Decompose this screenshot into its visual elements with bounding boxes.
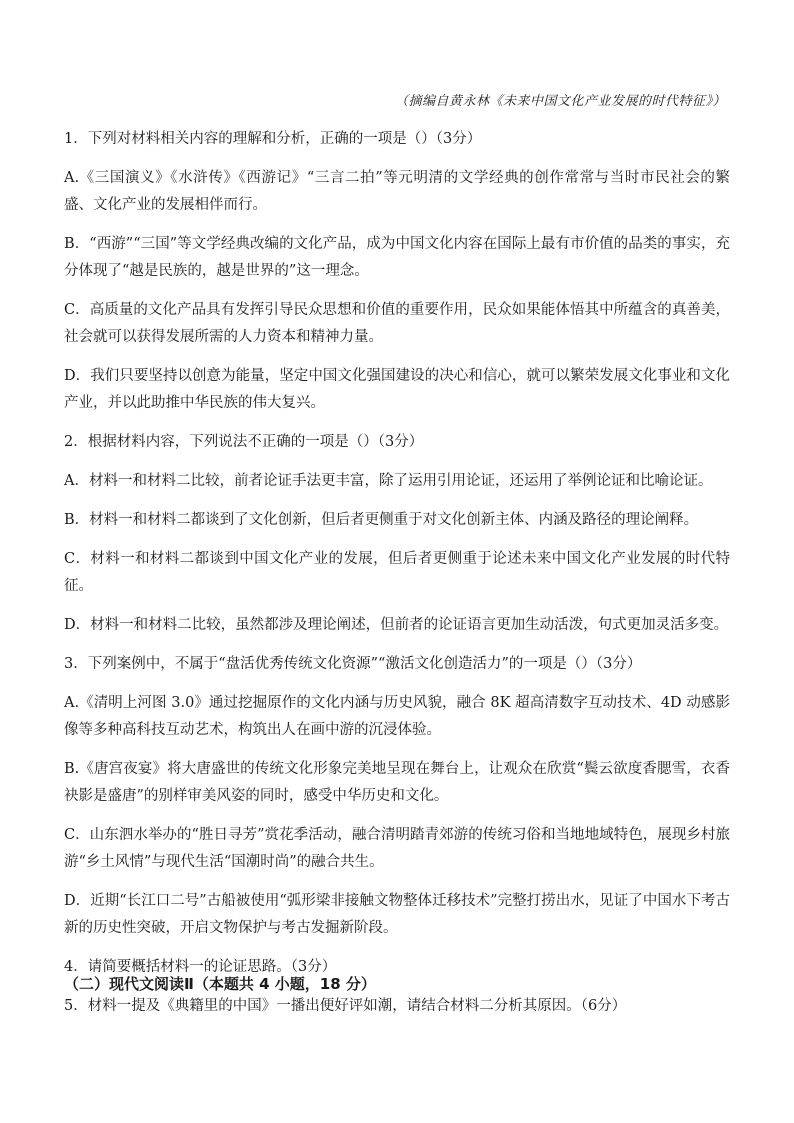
question-2-option-c: C．材料一和材料二都谈到中国文化产业的发展，但后者更侧重于论述未来中国文化产业发展的时代特征。 bbox=[64, 551, 730, 594]
question-3-option-b: B.《唐宫夜宴》将大唐盛世的传统文化形象完美地呈现在舞台上，让观众在欣赏“鬓云欲度香腮雪，衣香袂影是盛唐”的别样审美风姿的同时，感受中华历史和文化。 bbox=[64, 761, 730, 804]
question-1-option-d: D．我们只要坚持以创意为能量，坚定中国文化强国建设的决心和信心，就可以繁荣发展文化事业和文化产业，并以此助推中华民族的伟大复兴。 bbox=[64, 368, 730, 411]
question-4-stem: 4．请简要概括材料一的论证思路。（3分） bbox=[64, 959, 337, 975]
question-3-option-d: D．近期“长江口二号”古船被使用“弧形梁非接触文物整体迁移技术”完整打捞出水，见证了中国水下考古新的历史性突破，开启文物保护与考古发掘新阶段。 bbox=[64, 893, 730, 936]
question-1-option-b: B．“西游”“三国”等文学经典改编的文化产品，成为中国文化内容在国际上最有市价值的品类的事实，充分体现了“越是民族的，越是世界的”这一理念。 bbox=[64, 236, 730, 279]
question-content bbox=[64, 126, 730, 1032]
question-2-option-a: A．材料一和材料二比较，前者论证手法更丰富，除了运用引用论证，还运用了举例论证和比喻论证。 bbox=[64, 473, 713, 489]
question-3-option-a: A.《清明上河图 3.0》通过挖掘原作的文化内涵与历史风貌，融合 8K 超高清数字互动技术、4D 动感影像等多种高科技互动艺术，构筑出人在画中游的沉浸体验。 bbox=[64, 695, 730, 738]
question-1-option-a: A.《三国演义》《水浒传》《西游记》“三言二拍”等元明清的文学经典的创作常常与当时市民社会的繁盛、文化产业的发展相伴而行。 bbox=[64, 170, 730, 213]
question-3-stem: 3．下列案例中，不属于“盘活优秀传统文化资源”“激活文化创造活力”的一项是（）（3分） bbox=[64, 656, 642, 672]
question-5-stem: 5．材料一提及《典籍里的中国》一播出便好评如潮，请结合材料二分析其原因。（6分） bbox=[64, 998, 627, 1014]
question-1-option-c: C．高质量的文化产品具有发挥引导民众思想和价值的重要作用，民众如果能体悟其中所蕴含的真善美，社会就可以获得发展所需的人力资本和精神力量。 bbox=[64, 302, 730, 345]
question-2-stem: 2．根据材料内容，下列说法不正确的一项是（）（3分） bbox=[64, 434, 424, 450]
question-2-option-b: B．材料一和材料二都谈到了文化创新，但后者更侧重于对文化创新主体、内涵及路径的理论阐释。 bbox=[64, 512, 699, 528]
question-2-option-d: D．材料一和材料二比较，虽然都涉及理论阐述，但前者的论证语言更加生动活泼，句式更加灵活多变。 bbox=[64, 617, 729, 633]
question-3-option-c: C．山东泗水举办的“胜日寻芳”赏花季活动，融合清明踏青郊游的传统习俗和当地地域特色，展现乡村旅游“乡土风情”与现代生活“国潮时尚”的融合共生。 bbox=[64, 827, 730, 870]
source-citation: （摘编自黄永林《未来中国文化产业发展的时代特征》） bbox=[394, 94, 726, 109]
section-title: （二）现代文阅读Ⅱ（本题共 4 小题，18 分） bbox=[64, 975, 376, 993]
question-1-stem: 1．下列对材料相关内容的理解和分析，正确的一项是（）（3分） bbox=[64, 131, 482, 147]
